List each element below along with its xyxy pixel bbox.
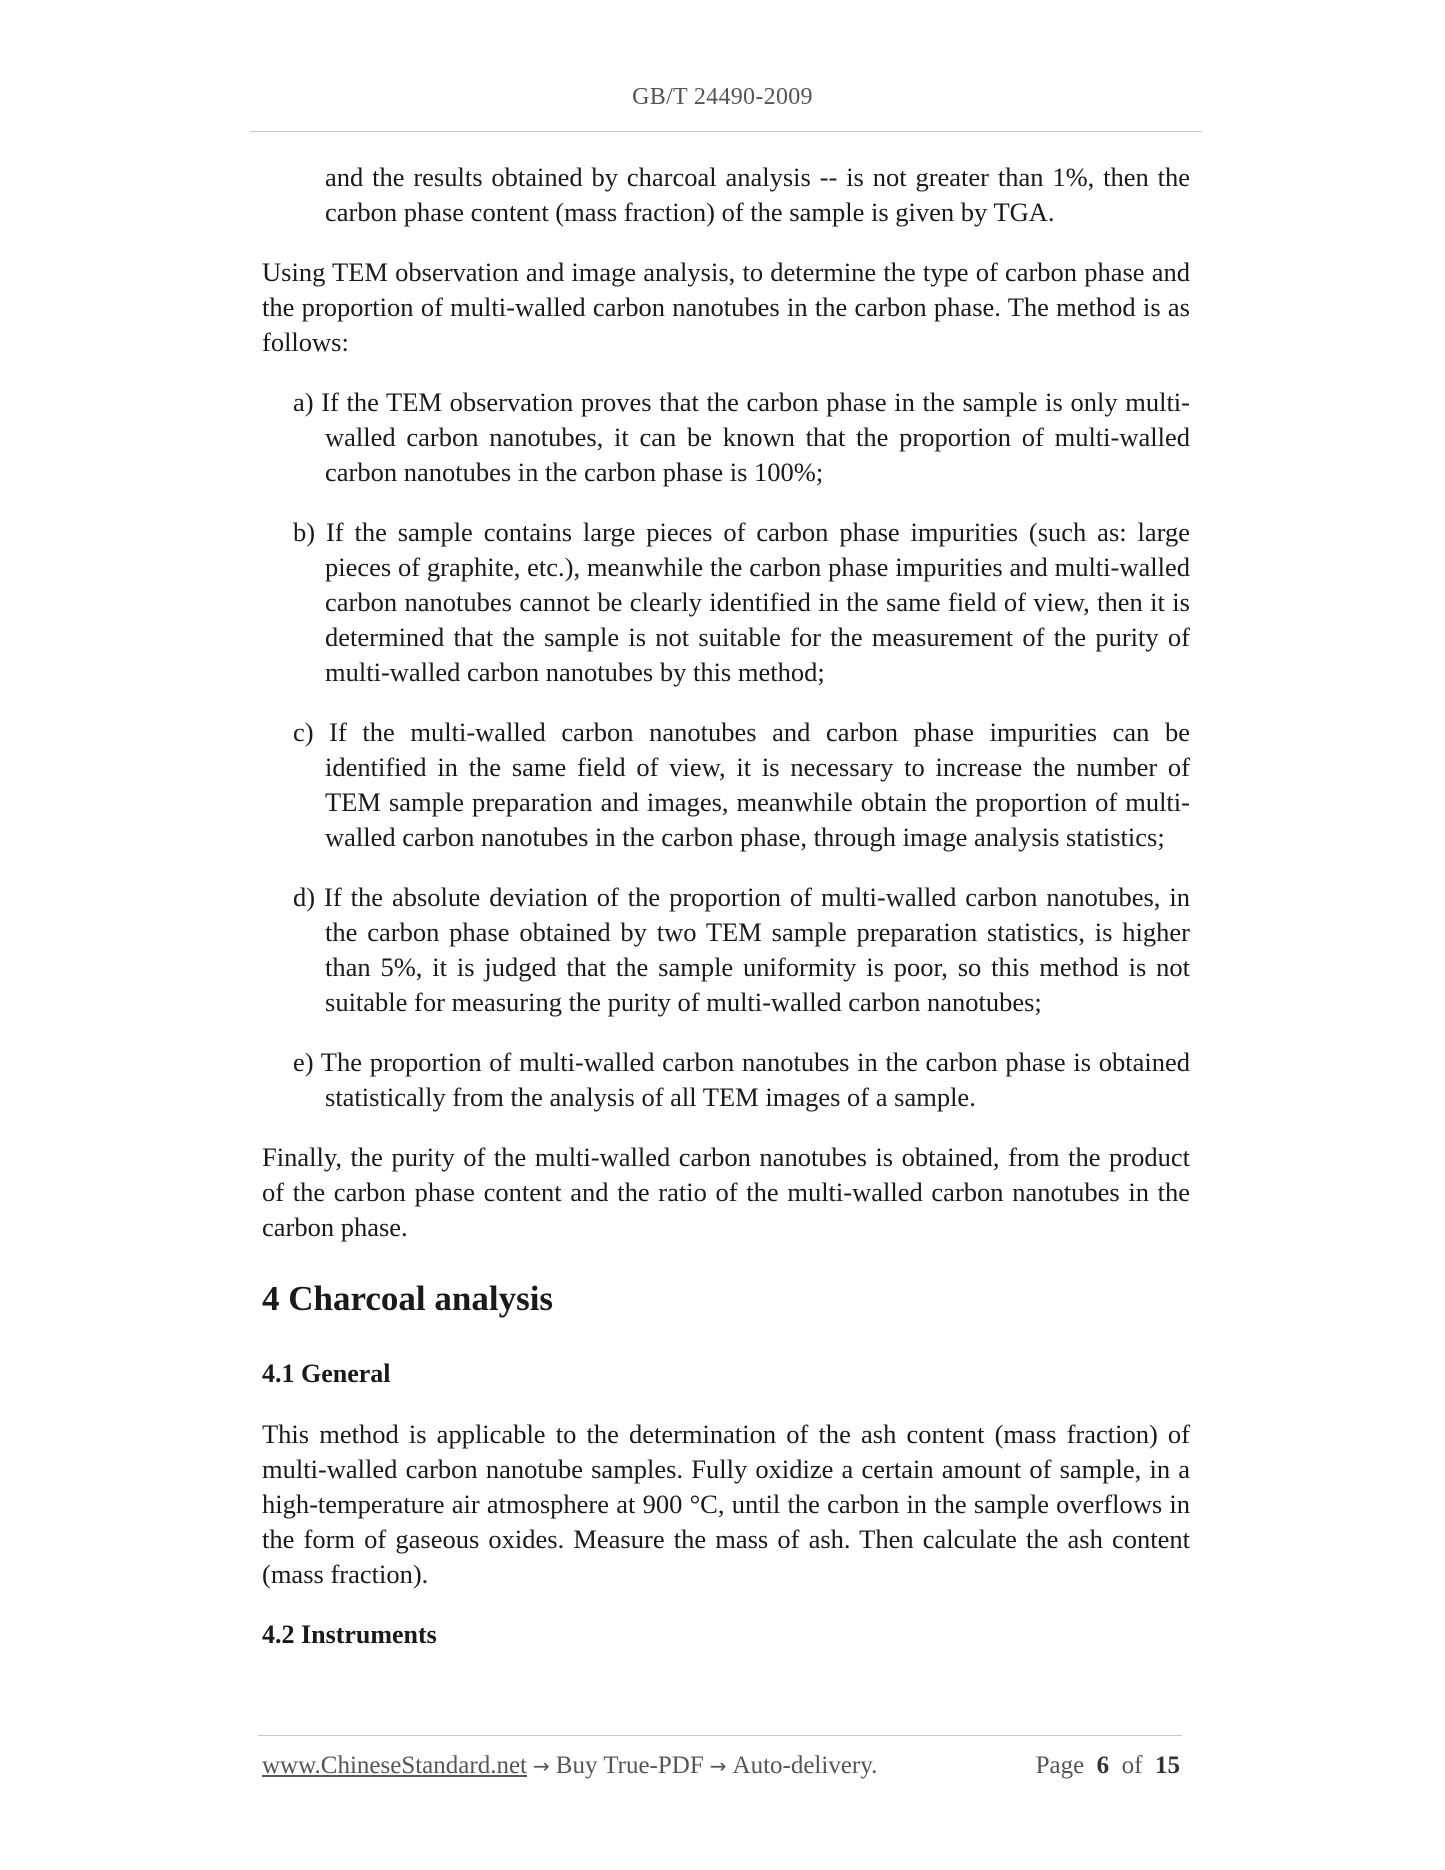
footer-divider bbox=[258, 1735, 1182, 1736]
header-divider bbox=[250, 131, 1202, 132]
conclusion-paragraph: Finally, the purity of the multi-walled carbon nanotubes is obtained, from the product of the carbon phase content and the ratio of the multi-walled carbon nanotubes in the carbon phase. bbox=[262, 1142, 1190, 1242]
list-item-c: c) If the multi-walled carbon nanotubes and carbon phase impurities can be identified in the same field of view, it is necessary to increase the number of TEM sample preparation and images, meanwhile obtain the proportion of multi-walled carbon nanotubes in the carbon phase, through image analysis statistics; bbox=[293, 717, 1190, 852]
list-item-b: b) If the sample contains large pieces of carbon phase impurities (such as: large pieces of graphite, etc.), meanwhile the carbon phase impurities and multi-walled carbon nanotubes cannot be clearly identified in the same field of view, then it is determined that the sample is not suitable for the measurement of the purity of multi-walled carbon nanotubes by this method; bbox=[293, 517, 1190, 687]
running-header: GB/T 24490-2009 bbox=[632, 84, 813, 110]
footer-promo bbox=[262, 1752, 877, 1780]
list-item-a: a) If the TEM observation proves that the carbon phase in the sample is only multi-walled carbon nanotubes, it can be known that the proportion of multi-walled carbon nanotubes in the carbon phase is 100%; bbox=[293, 387, 1190, 487]
site-link[interactable]: www.ChineseStandard.net bbox=[262, 1752, 527, 1779]
intro-paragraph: Using TEM observation and image analysis, to determine the type of carbon phase and the proportion of multi-walled carbon nanotubes in the carbon phase. The method is as follows: bbox=[262, 257, 1190, 357]
subsection-heading-general: 4.1 General bbox=[262, 1359, 391, 1388]
delivery-text: Auto-delivery. bbox=[732, 1752, 878, 1779]
arrow-right-icon: → bbox=[533, 1754, 550, 1778]
list-item-d: d) If the absolute deviation of the proportion of multi-walled carbon nanotubes, in the carbon phase obtained by two TEM sample preparation statistics, is higher than 5%, it is judged that the sample uniformity is poor, so this method is not suitable for measuring the purity of multi-walled carbon nanotubes; bbox=[293, 882, 1190, 1017]
subsection-heading-instruments: 4.2 Instruments bbox=[262, 1620, 437, 1649]
continuation-paragraph: and the results obtained by charcoal analysis -- is not greater than 1%, then the carbon phase content (mass fraction) of the sample is given by TGA. bbox=[325, 162, 1190, 227]
page-current: 6 bbox=[1096, 1752, 1110, 1779]
page-total: 15 bbox=[1155, 1752, 1180, 1779]
body-content bbox=[262, 160, 1190, 1678]
buy-text: Buy True-PDF bbox=[555, 1752, 704, 1779]
section-heading: 4 Charcoal analysis bbox=[262, 1279, 554, 1318]
arrow-right-icon: → bbox=[709, 1754, 727, 1778]
list-item-e: e) The proportion of multi-walled carbon nanotubes in the carbon phase is obtained statistically from the analysis of all TEM images of a sample. bbox=[293, 1047, 1190, 1112]
page-number bbox=[1036, 1752, 1180, 1780]
page-of: of bbox=[1121, 1752, 1143, 1779]
page-label: Page bbox=[1035, 1752, 1085, 1779]
general-paragraph: This method is applicable to the determination of the ash content (mass fraction) of multi-walled carbon nanotube samples. Fully oxidize a certain amount of sample, in a high-temperature air atmosphere at 900 °C, until the carbon in the sample overflows in the form of gaseous oxides. Measure the mass of ash. Then calculate the ash content (mass fraction). bbox=[262, 1419, 1190, 1589]
